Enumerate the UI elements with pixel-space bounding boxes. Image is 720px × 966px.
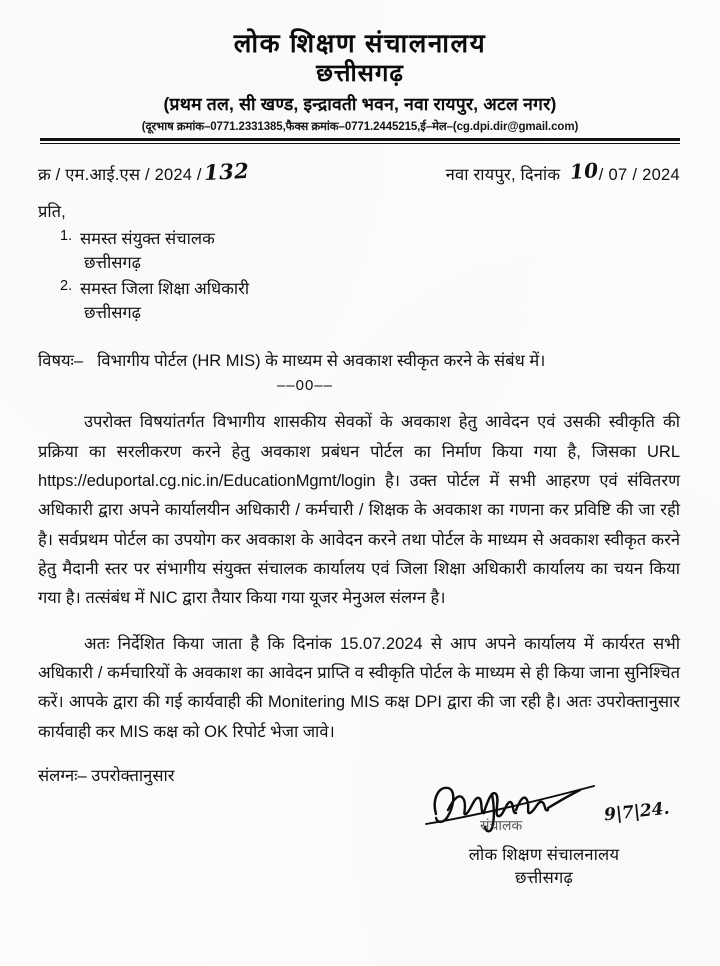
- divider-thin-line: [40, 143, 680, 144]
- place-date-label: नवा रायपुर, दिनांक: [445, 166, 561, 185]
- reference-number: [38, 160, 249, 185]
- letter-date-rest: / 07 / 2024: [598, 166, 680, 185]
- recipient-detail: [80, 278, 249, 326]
- recipient-number: 1.: [60, 228, 73, 245]
- section-divider-ornament: ––00––: [276, 377, 334, 395]
- body-paragraph-2: अतः निर्देशित किया जाता है कि दिनांक 15.07.2024 से आप अपने कार्यालय में कार्यरत सभी अधिकारी / कर्मचारियों के अवकाश का आवेदन प्राप्ति व स्वीकृति पोर्टल के माध्यम से ही किया जाना सुनिश्चित करें। आपके द्वारा की गई कार्यवाही की Monitering MIS कक्ष DPI द्वारा की जा रही है। अतः उपरोक्तानुसार कार्यवाही कर MIS कक्ष को OK रिपोर्ट भेजा जावे।: [38, 634, 680, 741]
- portal-url: https://eduportal.cg.nic.in/EducationMgmt/login: [38, 471, 376, 490]
- signature-block: [414, 786, 674, 888]
- list-item: [38, 278, 720, 326]
- recipient-list: [38, 228, 720, 326]
- signatory-designation: संचालक: [480, 817, 523, 833]
- body-paragraph-1: [38, 408, 680, 614]
- recipient-designation: समस्त जिला शिक्षा अधिकारी: [80, 280, 250, 299]
- header-divider: [40, 138, 680, 144]
- reference-number-label: क्र / एम.आई.एस / 2024 /: [38, 166, 202, 185]
- letter-date-day: 10: [569, 158, 600, 185]
- place-and-date: [445, 158, 680, 185]
- paragraph-1-text-after-url: है। उक्त पोर्टल में सभी आहरण एवं संवितरण अधिकारी द्वारा अपने कार्यालयीन अधिकारी / कर्मचारी / शिक्षक के अवकाश का गणना कर प्रविष्टि की जा रही है। सर्वप्रथम पोर्टल का उपयोग कर अवकाश के आवेदन करने तथा पोर्टल के माध्यम से अवकाश स्वीकृत करने हेतु मैदानी स्तर पर संभागीय संयुक्त संचालक कार्यालय एवं जिला शिक्षा अधिकारी कार्यालय का चयन किया गया है। तत्संबंध में NIC द्वारा तैयार किया गया यूजर मेनुअल संलग्न है।: [38, 471, 680, 608]
- organization-contact: (दूरभाष क्रमांक–0771.2331385,फैक्स क्रमांक–0771.2445215,ई–मेल–(cg.dpi.dir@gmail.com): [141, 121, 579, 134]
- recipient-region: छत्तीसगढ़: [84, 254, 141, 273]
- reference-row: [38, 160, 680, 185]
- paragraph-1-text-before-url: उपरोक्त विषयांतर्गत विभागीय शासकीय सेवकों के अवकाश हेतु आवेदन एवं उसकी स्वीकृति की प्रक्रिया का सरलीकरण करने हेतु अवकाश प्रबंधन पोर्टल का निर्माण किया गया है, जिसका URL: [38, 413, 680, 461]
- subject-text: विभागीय पोर्टल (HR MIS) के माध्यम से अवकाश स्वीकृत करने के संबंध में।: [97, 352, 546, 371]
- recipient-region: छत्तीसगढ़: [84, 304, 141, 323]
- signature-canvas: [414, 786, 674, 844]
- recipient-detail: [80, 228, 215, 276]
- to-label: प्रति,: [38, 203, 66, 222]
- list-item: [38, 228, 720, 276]
- organization-address: (प्रथम तल, सी खण्ड, इन्द्रावती भवन, नवा रायपुर, अटल नगर): [163, 94, 557, 115]
- recipient-number: 2.: [60, 278, 73, 295]
- signatory-office: लोक शिक्षण संचालनालय: [468, 846, 620, 864]
- letterhead: [0, 0, 720, 134]
- subject-line: [38, 348, 680, 371]
- enclosure-line: संलग्नः– उपरोक्तानुसार: [38, 767, 175, 786]
- recipient-designation: समस्त संयुक्त संचालक: [80, 230, 215, 249]
- subject-label: विषयः–: [38, 352, 84, 371]
- organization-title: लोक शिक्षण संचालनालय: [233, 28, 487, 58]
- signature-date: 9|7|24.: [603, 798, 671, 826]
- divider-thick-line: [40, 138, 680, 141]
- signatory-state: छत्तीसगढ़: [515, 869, 573, 887]
- organization-state: छत्तीसगढ़: [316, 59, 404, 87]
- letter-date: [569, 158, 680, 185]
- reference-number-value: 132: [202, 158, 250, 186]
